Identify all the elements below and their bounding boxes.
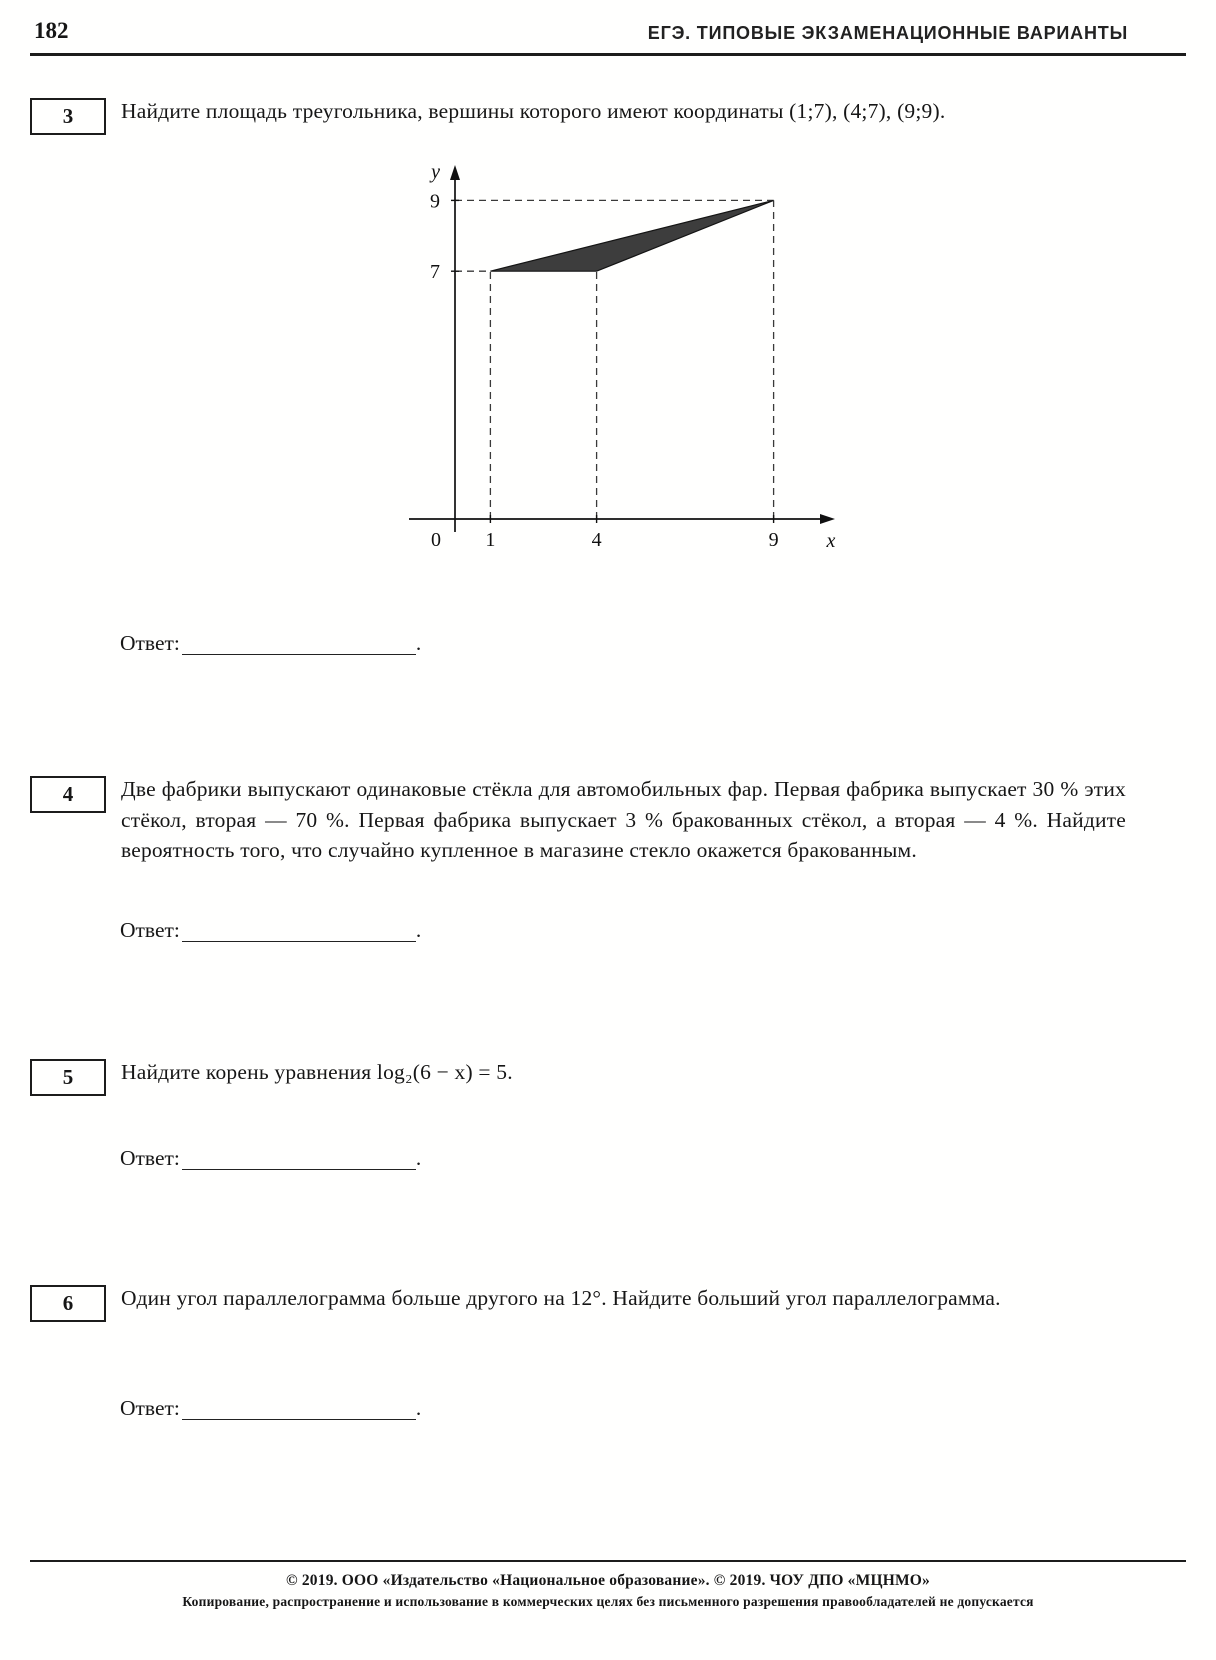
problem-6-text: Один угол параллелограмма больше другого на 12°. Найдите больший угол параллелограмма. xyxy=(121,1285,1001,1310)
answer-label: Ответ: xyxy=(120,631,180,655)
svg-text:y: y xyxy=(431,161,440,183)
header-title: ЕГЭ. ТИПОВЫЕ ЭКЗАМЕНАЦИОННЫЕ ВАРИАНТЫ xyxy=(647,23,1128,43)
answer-blank xyxy=(182,633,416,655)
answer-period: . xyxy=(415,1395,422,1420)
page-number: 182 xyxy=(34,18,69,43)
figure-svg xyxy=(398,147,858,567)
answer-blank xyxy=(182,920,416,942)
svg-text:9: 9 xyxy=(430,190,440,213)
answer-period: . xyxy=(415,1145,422,1170)
answer-period: . xyxy=(415,917,422,942)
problem-5-text: Найдите корень уравнения log₂(6 − x) = 5. xyxy=(121,1059,513,1084)
answer-blank xyxy=(182,1148,416,1170)
problem-6 xyxy=(30,1283,1126,1322)
svg-text:x: x xyxy=(826,530,836,552)
problem-5-number: 5 xyxy=(62,1064,74,1089)
problem-4 xyxy=(30,774,1126,866)
footer-notice: Копирование, распространение и использование в коммерческих целях без письменного разрешения правообладателей не допускается xyxy=(182,1594,1034,1609)
page-footer xyxy=(30,1560,1186,1610)
problem-3-text: Найдите площадь треугольника, вершины которого имеют координаты (1;7), (4;7), (9;9). xyxy=(121,99,946,123)
answer-label: Ответ: xyxy=(120,1395,180,1420)
problem-4-text: Две фабрики выпускают одинаковые стёкла для автомобильных фар. Первая фабрика выпускает 30 % этих стёкол, вторая — 70 %. Первая фабрика выпускает 3 % бракованных стёкол, а вторая — 4 %. Найдите вероятность того, что случайно купленное в магазине стекло окажется бракованным. xyxy=(121,777,1126,863)
footer-copyright: © 2019. ООО «Издательство «Национальное образование». © 2019. ЧОУ ДПО «МЦНМО» xyxy=(285,1572,930,1589)
answer-line-6 xyxy=(0,1396,1216,1421)
problem-4-number-box xyxy=(30,776,106,813)
svg-text:4: 4 xyxy=(591,529,602,551)
answer-line-5 xyxy=(0,1146,1216,1171)
problem-5-number-box xyxy=(30,1059,106,1096)
svg-text:9: 9 xyxy=(768,529,779,551)
problem-3-number-box xyxy=(30,98,106,135)
footer-rule xyxy=(30,1560,1186,1562)
answer-blank xyxy=(182,1398,416,1420)
answer-line-4 xyxy=(0,918,1216,943)
problem-6-number-box xyxy=(30,1285,106,1322)
problem-5 xyxy=(30,1057,1126,1096)
problem-6-number: 6 xyxy=(62,1290,74,1315)
answer-period: . xyxy=(415,631,422,655)
answer-line-3 xyxy=(0,631,1216,656)
answer-label: Ответ: xyxy=(120,1145,180,1170)
svg-text:7: 7 xyxy=(430,261,440,284)
svg-text:0: 0 xyxy=(431,529,441,551)
problem-3-number: 3 xyxy=(62,104,74,128)
page-header xyxy=(0,0,1216,53)
header-rule xyxy=(30,53,1186,56)
triangle-coordinate-figure xyxy=(398,147,858,567)
problem-4-number: 4 xyxy=(62,782,74,806)
svg-text:1: 1 xyxy=(485,529,496,551)
answer-label: Ответ: xyxy=(120,917,180,942)
problem-3 xyxy=(30,96,1126,135)
